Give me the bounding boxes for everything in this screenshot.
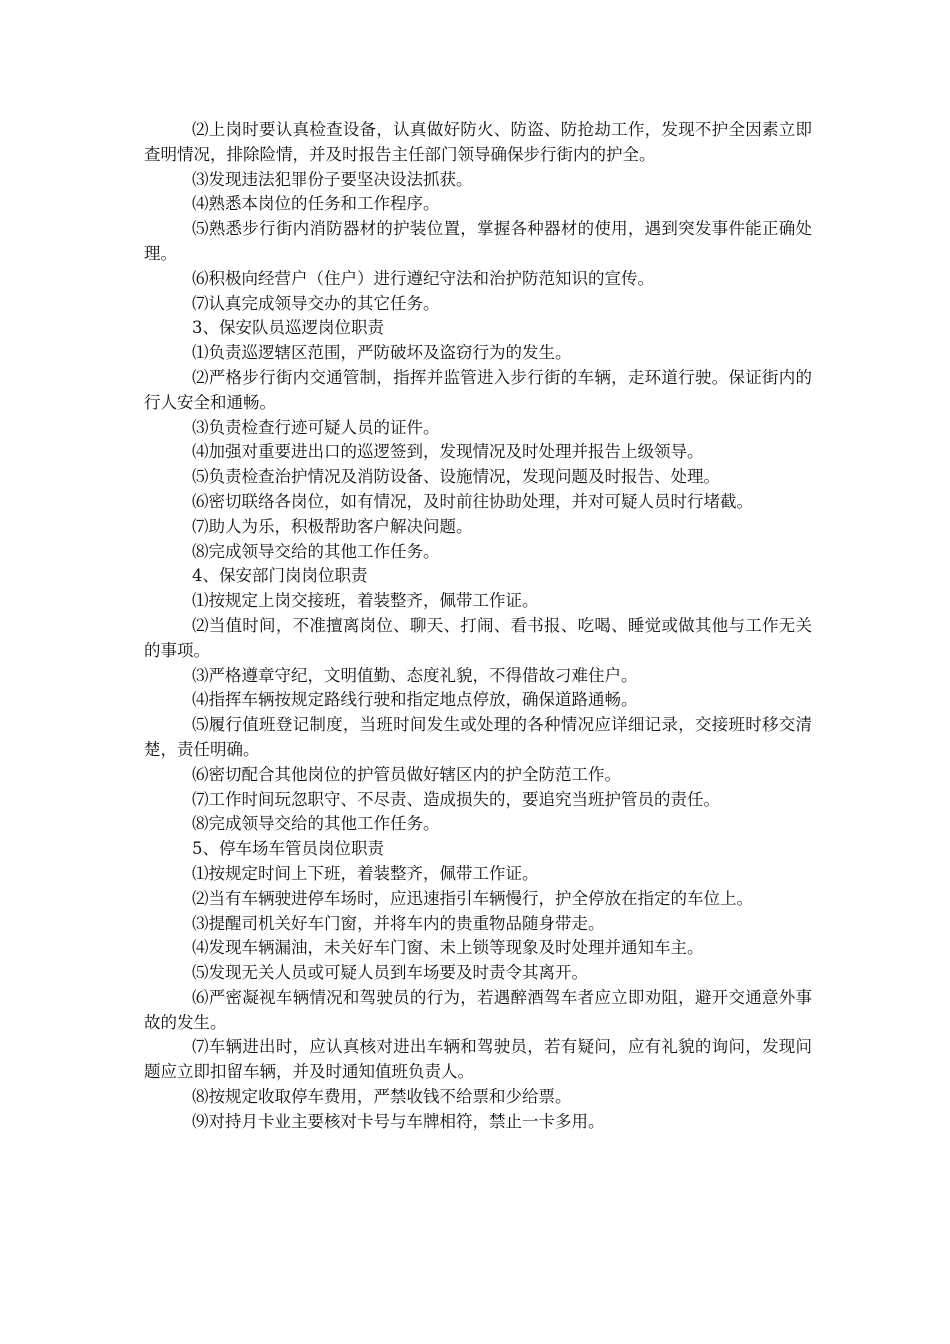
paragraph: ⑹密切联络各岗位，如有情况，及时前往协助处理，并对可疑人员时行堵截。	[192, 491, 753, 511]
paragraph: ⑷熟悉本岗位的任务和工作程序。	[192, 194, 440, 214]
paragraph: ⑵当有车辆驶进停车场时，应迅速指引车辆慢行，护全停放在指定的车位上。	[192, 888, 753, 908]
paragraph: ⑷指挥车辆按规定路线行驶和指定地点停放，确保道路通畅。	[192, 690, 638, 710]
paragraph: ⑴按规定上岗交接班，着装整齐，佩带工作证。	[192, 591, 539, 611]
paragraph: ⑶发现违法犯罪份子要坚决设法抓获。	[192, 169, 473, 189]
paragraph: ⑴按规定时间上下班，着装整齐，佩带工作证。	[192, 863, 539, 883]
paragraph: ⑶提醒司机关好车门窗，并将车内的贵重物品随身带走。	[192, 913, 605, 933]
paragraph: ⑸熟悉步行街内消防器材的护装位置，掌握各种器材的使用，遇到突发事件能正确处理。	[144, 219, 812, 263]
paragraph: ⑹密切配合其他岗位的护管员做好辖区内的护全防范工作。	[192, 764, 621, 784]
paragraph: ⑻完成领导交给的其他工作任务。	[192, 814, 440, 834]
paragraph: ⑹严密凝视车辆情况和驾驶员的行为，若遇醉酒驾车者应立即劝阻，避开交通意外事故的发生。	[144, 987, 812, 1032]
paragraph: ⑴负责巡逻辖区范围，严防破坏及盗窃行为的发生。	[192, 343, 572, 363]
document-page	[144, 118, 812, 1135]
paragraph: ⑷加强对重要进出口的巡逻签到，发现情况及时处理并报告上级领导。	[192, 442, 704, 462]
paragraph: ⑺工作时间玩忽职守、不尽责、造成损失的，要追究当班护管员的责任。	[192, 789, 720, 809]
paragraph: ⑸发现无关人员或可疑人员到车场要及时责令其离开。	[192, 963, 588, 983]
paragraph: ⑼对持月卡业主要核对卡号与车牌相符，禁止一卡多用。	[192, 1111, 605, 1131]
section-heading: 5、停车场车管员岗位职责	[192, 839, 384, 859]
section-heading: 3、保安队员巡逻岗位职责	[192, 318, 384, 338]
paragraph: ⑶严格遵章守纪，文明值勤、态度礼貌，不得借故刁难住户。	[192, 665, 638, 685]
paragraph: ⑹积极向经营户（住户）进行遵纪守法和治护防范知识的宣传。	[192, 268, 654, 288]
paragraph: ⑵上岗时要认真检查设备，认真做好防火、防盗、防抢劫工作，发现不护全因素立即查明情况，排除险情，并及时报告主任部门领导确保步行街内的护全。	[144, 120, 812, 164]
paragraph: ⑵严格步行街内交通管制，指挥并监管进入步行街的车辆，走环道行驶。保证街内的行人安全和通畅。	[144, 367, 812, 412]
paragraph: ⑻完成领导交给的其他工作任务。	[192, 541, 440, 561]
paragraph: ⑸履行值班登记制度，当班时间发生或处理的各种情况应详细记录，交接班时移交清楚，责任明确。	[144, 715, 812, 759]
paragraph: ⑸负责检查治护情况及消防设备、设施情况，发现问题及时报告、处理。	[192, 467, 720, 487]
section-heading: 4、保安部门岗岗位职责	[192, 566, 368, 586]
paragraph: ⑷发现车辆漏油，未关好车门窗、未上锁等现象及时处理并通知车主。	[192, 938, 704, 958]
paragraph: ⑵当值时间，不准擅离岗位、聊天、打闹、看书报、吃喝、睡觉或做其他与工作无关的事项。	[144, 615, 812, 660]
paragraph: ⑺助人为乐，积极帮助客户解决问题。	[192, 516, 473, 536]
paragraph: ⑺车辆进出时，应认真核对进出车辆和驾驶员，若有疑问，应有礼貌的询问，发现问题应立即扣留车辆，并及时通知值班负责人。	[144, 1037, 812, 1082]
paragraph: ⑻按规定收取停车费用，严禁收钱不给票和少给票。	[192, 1087, 572, 1107]
paragraph: ⑺认真完成领导交办的其它任务。	[192, 293, 440, 313]
paragraph: ⑶负责检查行迹可疑人员的证件。	[192, 417, 440, 437]
